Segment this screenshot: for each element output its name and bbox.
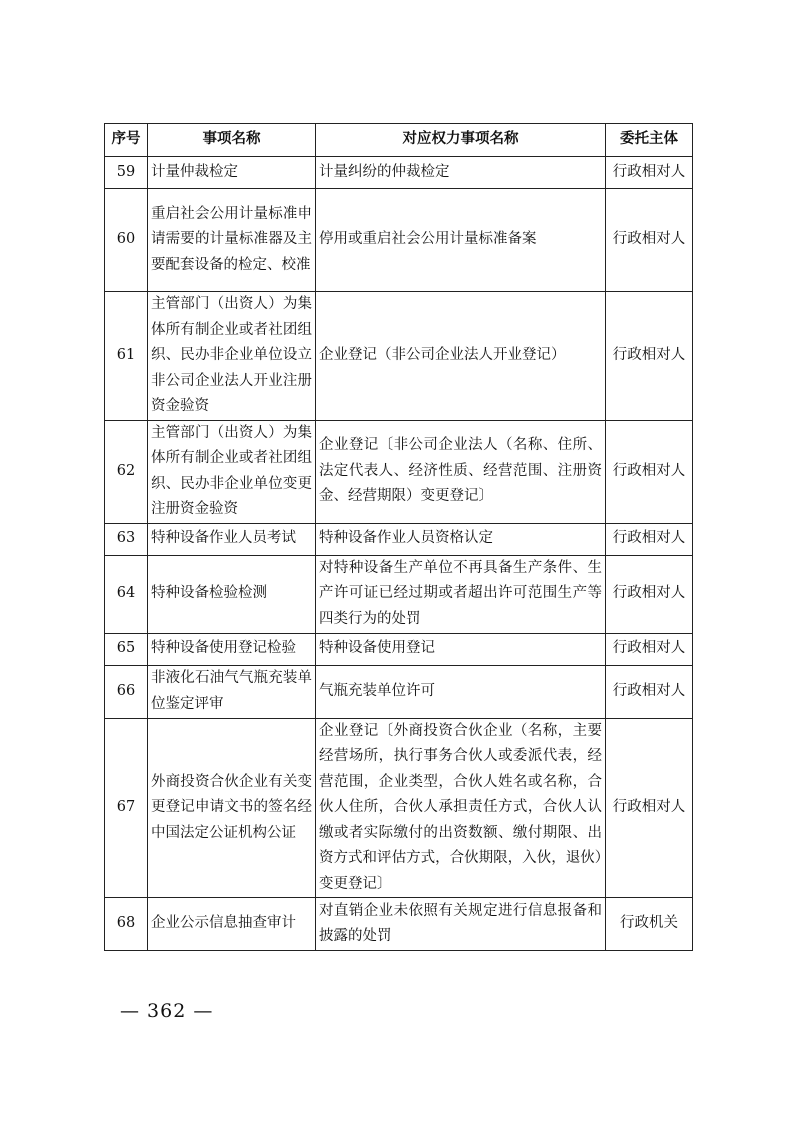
cell-item-name: 特种设备使用登记检验 — [148, 633, 316, 665]
cell-power-name: 企业登记〔外商投资合伙企业（名称，主要经营场所，执行事务合伙人或委派代表，经营范围，企业类型，合伙人姓名或名称，合伙人住所，合伙人承担责任方式，合伙人认缴或者实际缴付的出资数额、缴付期限、出资方式和评估方式，合伙期限，入伙，退伙）变更登记〕 — [316, 718, 606, 898]
cell-item-name: 特种设备检验检测 — [148, 555, 316, 633]
cell-power-name: 气瓶充装单位许可 — [316, 665, 606, 718]
table-row — [105, 718, 693, 898]
table-header-row — [105, 124, 693, 157]
cell-power-name: 对特种设备生产单位不再具备生产条件、生产许可证已经过期或者超出许可范围生产等四类行为的处罚 — [316, 555, 606, 633]
table-row — [105, 665, 693, 718]
cell-seq: 61 — [105, 292, 148, 421]
cell-seq: 64 — [105, 555, 148, 633]
cell-power-name: 企业登记（非公司企业法人开业登记） — [316, 292, 606, 421]
header-entity: 委托主体 — [606, 124, 693, 157]
table-row — [105, 420, 693, 523]
items-table — [104, 123, 693, 951]
cell-entity: 行政相对人 — [606, 157, 693, 189]
cell-entity: 行政相对人 — [606, 633, 693, 665]
cell-item-name: 企业公示信息抽查审计 — [148, 898, 316, 951]
cell-item-name: 计量仲裁检定 — [148, 157, 316, 189]
header-power-name: 对应权力事项名称 — [316, 124, 606, 157]
cell-seq: 62 — [105, 420, 148, 523]
cell-entity: 行政相对人 — [606, 555, 693, 633]
page-number: — 362 — — [120, 1000, 214, 1022]
cell-seq: 65 — [105, 633, 148, 665]
cell-entity: 行政相对人 — [606, 523, 693, 555]
cell-item-name: 主管部门（出资人）为集体所有制企业或者社团组织、民办非企业单位设立非公司企业法人开业注册资金验资 — [148, 292, 316, 421]
cell-seq: 68 — [105, 898, 148, 951]
cell-power-name: 企业登记〔非公司企业法人（名称、住所、法定代表人、经济性质、经营范围、注册资金、经营期限）变更登记〕 — [316, 420, 606, 523]
cell-item-name: 特种设备作业人员考试 — [148, 523, 316, 555]
cell-entity: 行政相对人 — [606, 420, 693, 523]
table-row — [105, 292, 693, 421]
table-row — [105, 898, 693, 951]
cell-entity: 行政机关 — [606, 898, 693, 951]
cell-seq: 63 — [105, 523, 148, 555]
cell-entity: 行政相对人 — [606, 189, 693, 292]
cell-seq: 67 — [105, 718, 148, 898]
cell-entity: 行政相对人 — [606, 665, 693, 718]
cell-power-name: 对直销企业未依照有关规定进行信息报备和披露的处罚 — [316, 898, 606, 951]
cell-power-name: 停用或重启社会公用计量标准备案 — [316, 189, 606, 292]
cell-item-name: 重启社会公用计量标准申请需要的计量标准器及主要配套设备的检定、校准 — [148, 189, 316, 292]
table-row — [105, 157, 693, 189]
cell-seq: 60 — [105, 189, 148, 292]
cell-seq: 66 — [105, 665, 148, 718]
cell-entity: 行政相对人 — [606, 292, 693, 421]
table-row — [105, 555, 693, 633]
header-item-name: 事项名称 — [148, 124, 316, 157]
cell-entity: 行政相对人 — [606, 718, 693, 898]
cell-item-name: 外商投资合伙企业有关变更登记申请文书的签名经中国法定公证机构公证 — [148, 718, 316, 898]
table-row — [105, 189, 693, 292]
table-row — [105, 523, 693, 555]
cell-item-name: 主管部门（出资人）为集体所有制企业或者社团组织、民办非企业单位变更注册资金验资 — [148, 420, 316, 523]
table-row — [105, 633, 693, 665]
header-seq: 序号 — [105, 124, 148, 157]
cell-power-name: 计量纠纷的仲裁检定 — [316, 157, 606, 189]
cell-power-name: 特种设备使用登记 — [316, 633, 606, 665]
cell-seq: 59 — [105, 157, 148, 189]
cell-item-name: 非液化石油气气瓶充装单位鉴定评审 — [148, 665, 316, 718]
cell-power-name: 特种设备作业人员资格认定 — [316, 523, 606, 555]
